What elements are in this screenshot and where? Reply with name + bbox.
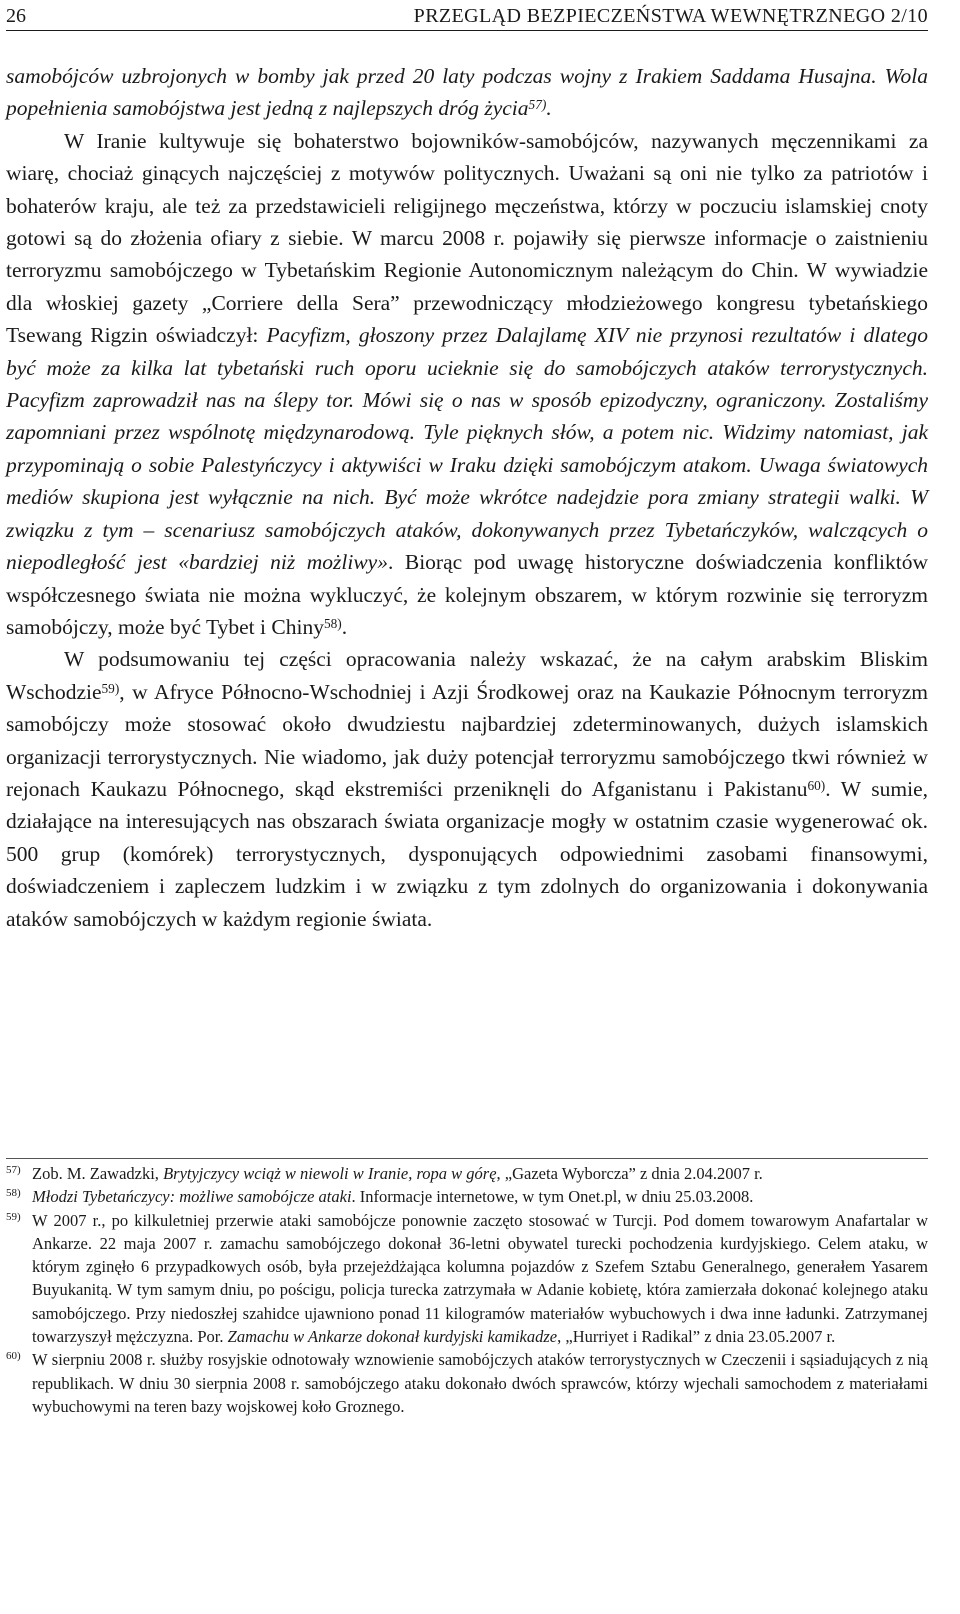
paragraph-continued <box>6 60 928 125</box>
footnote-59: 59) W 2007 r., po kilkuletniej przerwie ataki samobójcze ponownie zaczęto stosować w Turcji. Pod domem towarowym Anafartalar w Ankarze. 22 maja 2007 r. zamachu samobójczego dokonał 36-letni obywatel turecki pochodzenia kurdyjskiego. Celem ataku, w którym zginęło 6 przypadkowych osób, była przejeżdżająca kolumna pojazdów z Szefem Sztabu Generalnego, generałem Yasarem Buyukanitą. W tym samym dniu, po pościgu, policja turecka zatrzymała w Adanie kobietę, która zamierzała dokonać kolejnego ataku samobójczego. Przy niedoszłej szahidce ujawniono ponad 11 kilogramów materiałów wybuchowych i dwa inne ładunki. Zatrzymanej towarzyszył mężczyzna. Por. Zamachu w Ankarze dokonał kurdyjski kamikadze, „Hurriyet i Radikal” z dnia 23.05.2007 r. <box>6 1209 928 1349</box>
footnote-58: 58) Młodzi Tybetańczycy: możliwe samobójcze ataki. Informacje internetowe, w tym Onet.pl, w dniu 25.03.2008. <box>6 1185 928 1208</box>
rigzin-quote: Pacyfizm, głoszony przez Dalajlamę XIV nie przynosi rezultatów i dlatego być może za kilka lat tybetański ruch oporu ucieknie się do samobójczych ataków terrorystycznych. Pacyfizm zaprowadził nas na ślepy tor. Mówi się o nas w sposób epizodyczny, ograniczony. Zostaliśmy zapomniani przez wspólnotę międzynarodową. Tyle pięknych słów, a potem nic. Widzimy natomiast, jak przypominają o sobie Palestyńczycy i aktywiści w Iraku dzięki samobójczym atakom. Uwaga światowych mediów skupiona jest wyłącznie na nich. Być może wkrótce nadejdzie pora zmiany strategii walki. W związku z tym – scenariusz samobójczych ataków, dokonywanych przez Tybetańczyków, walczących o niepodległość jest «bardziej niż możliwy» <box>6 323 928 575</box>
quote-continued: samobójców uzbrojonych w bomby jak przed 20 laty podczas wojny z Irakiem Saddama Husajna. Wola popełnienia samobójstwa jest jedną z najlepszych dróg życia$^{57)}$. <box>6 64 928 121</box>
footnotes-section <box>6 1158 928 1418</box>
footnote-57: 57) Zob. M. Zawadzki, Brytyjczycy wciąż w niewoli w Iranie, ropa w górę, „Gazeta Wyborcza” z dnia 2.04.2007 r. <box>6 1162 928 1185</box>
footnote-mark: 60) <box>6 1350 21 1363</box>
footnote-mark: 58) <box>6 1187 21 1200</box>
footnote-mark: 59) <box>6 1210 21 1223</box>
footnote-60: 60) W sierpniu 2008 r. służby rosyjskie odnotowały wznowienie samobójczych ataków terrorystycznych w Czeczenii i sąsiadujących z nią republikach. W dniu 30 sierpnia 2008 r. samobójczego ataku dokonało dwóch sprawców, którzy wjechali samochodem z materiałami wybuchowymi na teren bazy wojskowej koło Groznego. <box>6 1348 928 1418</box>
footnote-ref-59[interactable]: 59) <box>101 680 120 696</box>
footnote-ref-58[interactable]: 58) <box>323 615 342 631</box>
footnote-ref-57[interactable]: 57) <box>528 97 547 113</box>
running-header <box>6 4 928 31</box>
main-text <box>6 60 928 935</box>
footnote-mark: 57) <box>6 1164 21 1176</box>
journal-title: PRZEGLĄD BEZPIECZEŃSTWA WEWNĘTRZNEGO 2/10 <box>413 5 928 27</box>
footnote-ref-60[interactable]: 60) <box>807 777 826 793</box>
paragraph-summary: W podsumowaniu tej części opracowania należy wskazać, że na całym arabskim Bliskim Wschodzie$^{59)}$, w Afryce Północno-Wschodniej i Azji Środkowej oraz na Kaukazie Północnym terroryzm samobójczy może stosować około dwudziestu najbardziej zdeterminowanych, dużych islamskich organizacji terrorystycznych. Nie wiadomo, jak duży potencjał terroryzmu samobójczego tkwi również w rejonach Kaukazu Północnego, skąd ekstremiści przeniknęli do Afganistanu i Pakistanu$^{60)}$. W sumie, działające na interesujących nas obszarach świata organizacje mogły w ostatnim czasie wygenerować ok. 500 grup (komórek) terrorystycznych, dysponujących odpowiednimi zasobami finansowymi, doświadczeniem i zapleczem ludzkim i w związku z tym zdolnych do organizowania i dokonywania ataków samobójczych w każdym regionie świata. <box>6 647 928 931</box>
footnote-divider <box>6 1158 928 1159</box>
page-number: 26 <box>6 5 26 27</box>
paragraph-iran-tibet: W Iranie kultywuje się bohaterstwo bojowników-samobójców, nazywanych męczennikami za wiarę, chociaż ginących najczęściej z motywów politycznych. Uważani są oni nie tylko za patriotów i bohaterów kraju, ale też za przedstawicieli religijnego męczeństwa, którzy w poczuciu islamskiej cnoty gotowi są do złożenia ofiary z siebie. W marcu 2008 r. pojawiły się pierwsze informacje o zaistnieniu terroryzmu samobójczego w Tybetańskim Regionie Autonomicznym należącym do Chin. W wywiadzie dla włoskiej gazety „Corriere della Sera” przewodniczący młodzieżowego kongresu tybetańskiego Tsewang Rigzin oświadczył: Pacyfizm, głoszony przez Dalajlamę XIV nie przynosi rezultatów i dlatego być może za kilka lat tybetański ruch oporu ucieknie się do samobójczych ataków terrorystycznych. Pacyfizm zaprowadził nas na ślepy tor. Mówi się o nas w sposób epizodyczny, ograniczony. Zostaliśmy zapomniani przez wspólnotę międzynarodową. Tyle pięknych słów, a potem nic. Widzimy natomiast, jak przypominają o sobie Palestyńczycy i aktywiści w Iraku dzięki samobójczym atakom. Uwaga światowych mediów skupiona jest wyłącznie na nich. Być może wkrótce nadejdzie pora zmiany strategii walki. W związku z tym – scenariusz samobójczych ataków, dokonywanych przez Tybetańczyków, walczących o niepodległość jest «bardziej niż możliwy». Biorąc pod uwagę historyczne doświadczenia konfliktów współczesnego świata nie można wykluczyć, że kolejnym obszarem, w którym rozwinie się terroryzm samobójczy, może być Tybet i Chiny$^{58)}$. <box>6 128 928 639</box>
